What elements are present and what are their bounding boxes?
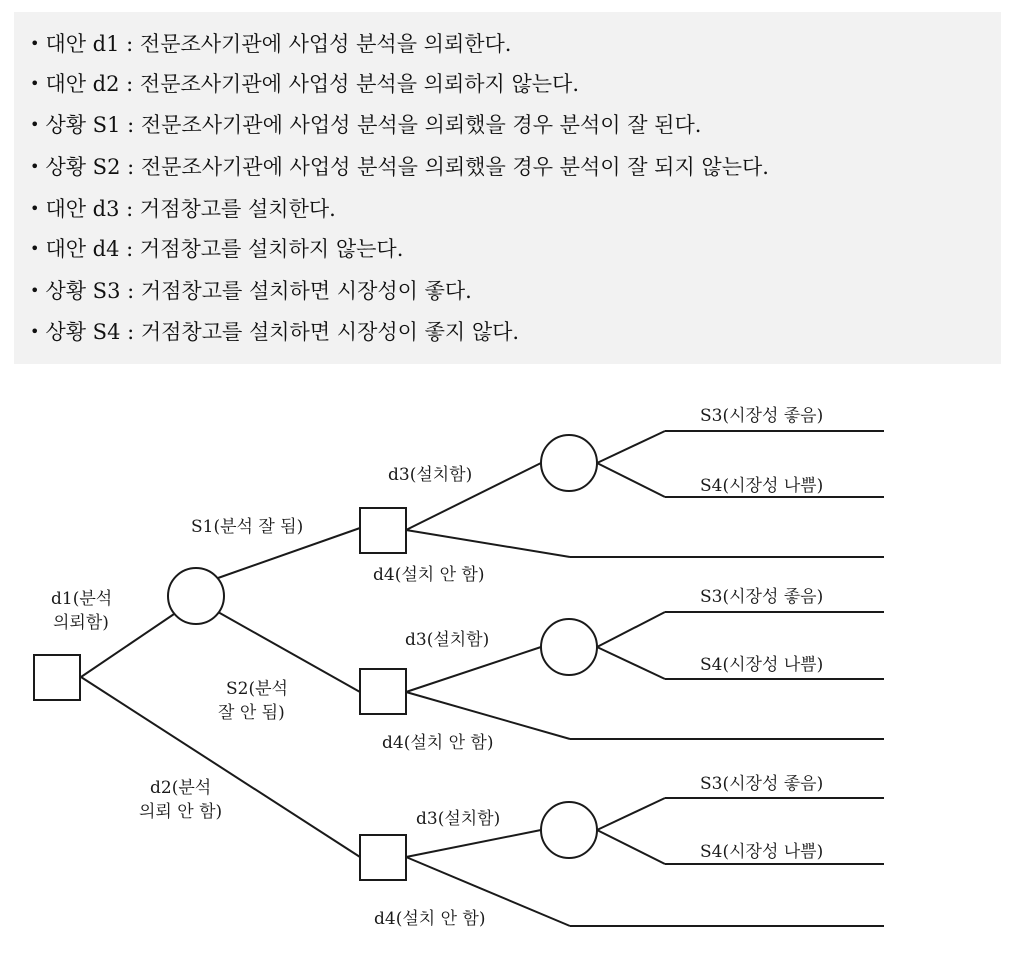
label-middle-s4: S4(시장성 나쁨) (700, 655, 824, 675)
chance-node-middle (541, 619, 597, 675)
label-middle-d4: d4(설치 안 함) (382, 733, 494, 753)
bullet-icon: • (30, 34, 40, 53)
label-d1-sub: 의뢰함) (53, 613, 109, 633)
branch-middle-d4 (406, 692, 570, 739)
label-d2-sub: 의뢰 안 함) (139, 802, 223, 822)
label-upper-s4: S4(시장성 나쁨) (700, 476, 824, 496)
chance-node-upper (541, 435, 597, 491)
chance-node-analysis (168, 568, 224, 624)
label-upper-d4: d4(설치 안 함) (373, 565, 485, 585)
branch-upper-s3 (597, 431, 665, 463)
label-middle-s3: S3(시장성 좋음) (700, 587, 824, 607)
label-s1: S1(분석 잘 됨) (191, 517, 304, 537)
label-middle-d3: d3(설치함) (405, 630, 490, 650)
label-s2-sub: 잘 안 됨) (218, 703, 285, 723)
legend-text: 대안 d1 : 전문조사기관에 사업성 분석을 의뢰한다. (45, 32, 512, 56)
legend-text: 대안 d4 : 거점창고를 설치하지 않는다. (45, 237, 404, 261)
bullet-icon: • (30, 199, 40, 218)
bullet-icon: • (30, 239, 40, 258)
bullet-icon: • (30, 281, 40, 300)
bullet-icon: • (30, 157, 40, 176)
decision-node-middle (360, 669, 406, 714)
legend-text: 대안 d3 : 거점창고를 설치한다. (45, 197, 336, 221)
label-upper-s3: S3(시장성 좋음) (700, 406, 824, 426)
label-d2: d2(분석 (150, 778, 212, 798)
label-lower-d4: d4(설치 안 함) (374, 909, 486, 929)
branch-upper-d4 (406, 530, 570, 557)
label-d1: d1(분석 (51, 589, 113, 609)
legend-text: 상황 S4 : 거점창고를 설치하면 시장성이 좋지 않다. (45, 320, 520, 344)
legend-text: 상황 S2 : 전문조사기관에 사업성 분석을 의뢰했을 경우 분석이 잘 되지 않는다. (45, 155, 769, 179)
branch-lower-d3 (406, 830, 541, 857)
branch-middle-s3 (597, 612, 665, 647)
branch-middle-s4 (597, 647, 665, 679)
label-s2: S2(분석 (226, 679, 288, 699)
legend-text: 상황 S1 : 전문조사기관에 사업성 분석을 의뢰했을 경우 분석이 잘 된다. (45, 113, 702, 137)
decision-node-upper (360, 508, 406, 553)
bullet-icon: • (30, 322, 40, 341)
legend-text: 대안 d2 : 전문조사기관에 사업성 분석을 의뢰하지 않는다. (45, 72, 580, 96)
branch-upper-s4 (597, 463, 665, 497)
decision-node-lower (360, 835, 406, 880)
decision-node-root (34, 655, 80, 700)
legend-text: 상황 S3 : 거점창고를 설치하면 시장성이 좋다. (45, 279, 472, 303)
branch-middle-d3 (406, 647, 541, 692)
label-lower-s3: S3(시장성 좋음) (700, 774, 824, 794)
chance-node-lower (541, 802, 597, 858)
branch-lower-s3 (597, 798, 665, 830)
label-lower-d3: d3(설치함) (416, 809, 501, 829)
bullet-icon: • (30, 74, 40, 93)
label-upper-d3: d3(설치함) (388, 465, 473, 485)
bullet-icon: • (30, 115, 40, 134)
branch-lower-s4 (597, 830, 665, 864)
label-lower-s4: S4(시장성 나쁨) (700, 842, 824, 862)
